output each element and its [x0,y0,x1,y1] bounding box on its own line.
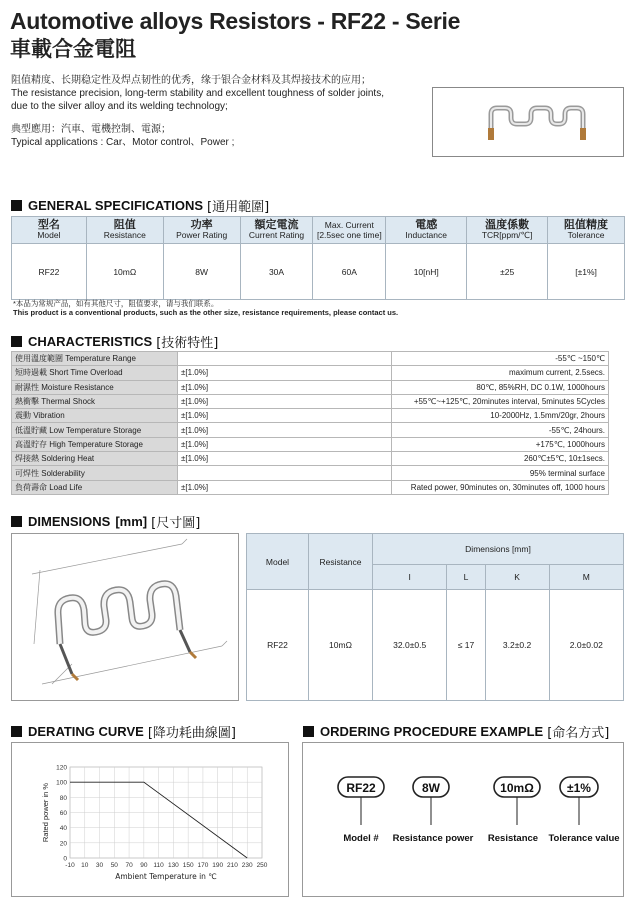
dimensions-table [246,533,624,701]
x-tick-label: 250 [256,862,268,869]
char-tolerance: ±[1.0%] [178,380,392,394]
characteristics-table [11,351,609,495]
col-power: 功率 Power Rating [163,217,240,244]
x-tick-label: 70 [125,862,133,869]
derating-chart-box [11,742,289,897]
intro-text [11,74,431,149]
ordering-box [302,742,624,897]
char-label: 短時過載 Short Time Overload [12,366,178,380]
y-tick-label: 40 [59,825,67,833]
x-axis-label: Ambient Temperature in ℃ [115,872,217,881]
col-m: M [549,565,623,590]
resistor-illustration [433,88,623,156]
apps-en: Typical applications : Car、Motor control、Power ; [11,137,235,148]
col-resistance: Resistance [309,534,373,590]
char-label: 負荷壽命 Load Life [12,480,178,494]
dimensions-heading: DIMENSIONS [mm] [尺寸圖] [11,512,200,531]
x-tick-label: 230 [241,862,253,869]
desc-cn: 阻值精度、长期稳定性及焊点韧性的优秀，缘于银合金材料及其焊接技术的应用； [11,75,371,86]
col-i: I [373,565,447,590]
apps-cn: 典型應用：汽車、電機控制、電源； [11,124,171,135]
char-condition: +175℃, 1000hours [392,437,609,451]
x-tick-label: 110 [153,862,164,869]
char-tolerance: ±[1.0%] [178,409,392,423]
order-label: Tolerance value [548,833,620,844]
product-photo [432,87,624,157]
desc-en-2: due to the silver alloy and its welding technology; [11,101,228,112]
col-k: K [485,565,549,590]
order-code: 10mΩ [500,781,534,795]
table-row [12,480,609,494]
desc-en-1: The resistance precision, long-term stability and excellent toughness of solder joints, [11,88,384,99]
derating-chart [12,743,288,896]
y-tick-label: 120 [56,764,67,772]
page-title: Automotive alloys Resistors - RF22 - Serie [10,8,461,34]
char-condition: maximum current, 2.5secs. [392,366,609,380]
char-label: 可焊性 Solderability [12,466,178,480]
col-inductance: 電感 Inductance [386,217,467,244]
char-tolerance: ±[1.0%] [178,423,392,437]
ordering-diagram [303,743,623,896]
col-dimensions: Dimensions [mm] [373,534,624,565]
order-code: RF22 [346,781,376,795]
y-tick-label: 80 [59,794,67,802]
x-tick-label: 30 [95,862,104,869]
general-spec-heading: GENERAL SPECIFICATIONS [通用範圍] [11,196,269,215]
x-tick-label: 210 [227,862,238,869]
table-row [12,394,609,408]
table-row [12,437,609,451]
order-code: 8W [422,781,440,795]
page-title-cn: 車載合金電阻 [10,37,136,61]
char-tolerance: ±[1.0%] [178,437,392,451]
col-l: L [447,565,485,590]
char-tolerance [178,466,392,480]
char-condition: 10-2000Hz, 1.5mm/20gr, 2hours [392,409,609,423]
derating-heading: DERATING CURVE [降功耗曲線圖] [11,722,236,741]
order-label: Resistance power [392,833,474,844]
col-current: 額定電流 Current Rating [240,217,313,244]
characteristics-heading: CHARACTERISTICS [技術特性] [11,332,218,351]
general-spec-table [11,216,625,300]
char-condition: 80℃, 85%RH, DC 0.1W, 1000hours [392,380,609,394]
x-tick-label: 170 [197,862,209,869]
y-tick-label: 100 [56,779,67,787]
order-code: ±1% [567,781,591,795]
char-condition: 95% terminal surface [392,466,609,480]
char-tolerance: ±[1.0%] [178,366,392,380]
spec-note: *本品为常规产品，如有其他尺寸，阻值要求，请与我们联系。 This product is a conventional products, such as the other size, resistance requirements, please contact us. [13,299,399,317]
char-label: 低溫貯藏 Low Temperature Storage [12,423,178,437]
char-tolerance: ±[1.0%] [178,480,392,494]
y-tick-label: 60 [59,810,67,817]
char-label: 焊接熱 Soldering Heat [12,452,178,466]
col-model: 型名 Model [12,217,87,244]
x-tick-label: 150 [182,862,194,869]
x-tick-label: 90 [140,862,148,869]
table-row [12,423,609,437]
col-resistance: 阻值 Resistance [86,217,163,244]
x-tick-label: -10 [65,862,75,869]
order-label: Resistance [487,833,539,844]
table-row [12,409,609,423]
x-tick-label: 50 [110,862,118,869]
char-condition: +55℃~+125℃, 20minutes interval, 5minutes 5Cycles [392,394,609,408]
y-axis-label: Rated power in % [41,782,50,843]
y-tick-label: 20 [59,840,67,848]
char-tolerance: ±[1.0%] [178,394,392,408]
char-tolerance: ±[1.0%] [178,452,392,466]
table-row [12,352,609,366]
char-label: 耐濕性 Moisture Resistance [12,380,178,394]
table-row [12,366,609,380]
order-label: Model # [343,833,379,844]
char-condition: -55℃, 24hours. [392,423,609,437]
x-tick-label: 190 [212,862,224,869]
char-label: 高溫貯存 High Temperature Storage [12,437,178,451]
col-model: Model [247,534,309,590]
col-tolerance: 阻值精度 Tolerance [548,217,625,244]
char-condition: -55℃ ~150℃ [392,352,609,366]
char-tolerance [178,352,392,366]
x-tick-label: 10 [81,862,89,869]
resistor-dimension-drawing [12,534,238,700]
table-row [12,466,609,480]
char-condition: Rated power, 90minutes on, 30minutes off, 1000 hours [392,480,609,494]
char-label: 震動 Vibration [12,409,178,423]
char-label: 使用溫度範圍 Temperature Range [12,352,178,366]
dimension-drawing [11,533,239,701]
col-tcr: 溫度係數 TCR[ppm/℃] [467,217,548,244]
char-condition: 260℃±5℃, 10±1secs. [392,452,609,466]
x-tick-label: 130 [167,862,179,869]
col-max-current: Max. Current [2.5sec one time] [313,217,386,244]
table-row: RF22 10mΩ 8W 30A 60A 10[nH] ±25 [±1%] [12,244,625,300]
table-row: RF22 10mΩ 32.0±0.5 ≤ 17 3.2±0.2 2.0±0.02 [247,590,624,701]
char-label: 熱衝擊 Thermal Shock [12,394,178,408]
table-row [12,452,609,466]
y-tick-label: 0 [63,855,67,863]
table-row [12,380,609,394]
ordering-heading: ORDERING PROCEDURE EXAMPLE [命名方式] [303,722,609,741]
